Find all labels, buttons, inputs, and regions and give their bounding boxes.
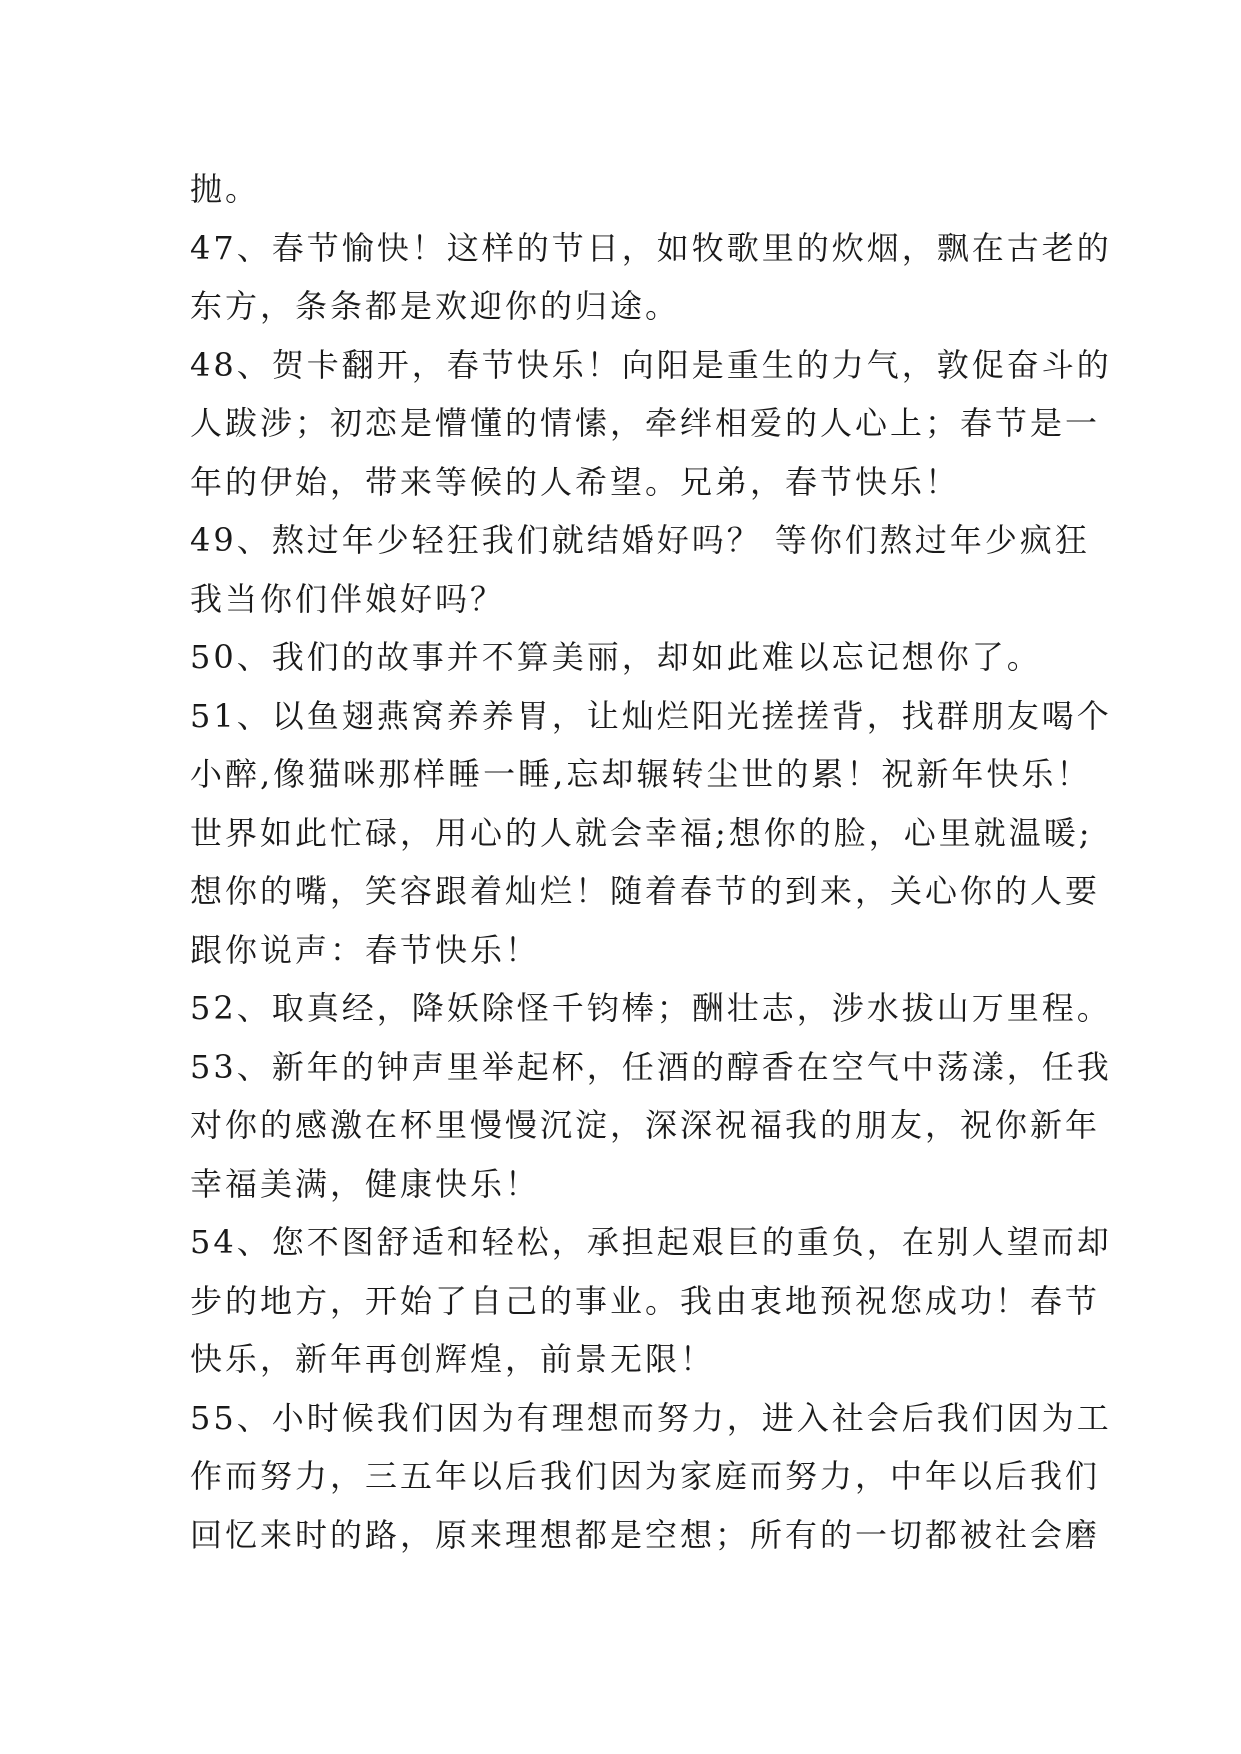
- text-line: 我当你们伴娘好吗？: [190, 579, 506, 618]
- text-line: 49、熬过年少轻狂我们就结婚好吗？ 等你们熬过年少疯狂: [190, 521, 1090, 559]
- text-line: 人跋涉；初恋是懵懂的情愫，牵绊相爱的人心上；春节是一: [190, 404, 1101, 442]
- text-line: 作而努力，三五年以后我们因为家庭而努力，中年以后我们: [190, 1457, 1101, 1495]
- text-line: 47、春节愉快！这样的节日，如牧歌里的炊烟，飘在古老的: [190, 228, 1112, 267]
- text-line: 51、以鱼翅燕窝养养胃，让灿烂阳光搓搓背，找群朋友喝个: [190, 696, 1112, 735]
- text-line: 对你的感激在杯里慢慢沉淀，深深祝福我的朋友，祝你新年: [190, 1106, 1101, 1144]
- text-line: 50、我们的故事并不算美丽，却如此难以忘记想你了。: [190, 638, 1042, 676]
- text-line: 抛。: [190, 170, 261, 208]
- text-line: 想你的嘴，笑容跟着灿烂！随着春节的到来，关心你的人要: [190, 872, 1101, 910]
- text-line: 世界如此忙碌，用心的人就会幸福;想你的脸，心里就温暖;: [190, 813, 1093, 852]
- text-line: 跟你说声：春节快乐！: [190, 930, 541, 969]
- text-line: 55、小时候我们因为有理想而努力，进入社会后我们因为工: [190, 1398, 1112, 1437]
- text-line: 幸福美满，健康快乐！: [190, 1164, 541, 1203]
- document-body: [190, 160, 1112, 1564]
- text-line: 54、您不图舒适和轻松，承担起艰巨的重负，在别人望而却: [190, 1223, 1112, 1261]
- text-line: 步的地方，开始了自己的事业。我由衷地预祝您成功！春节: [190, 1281, 1101, 1320]
- text-line: 52、取真经，降妖除怪千钧棒；酬壮志，涉水拔山万里程。: [190, 989, 1112, 1027]
- text-line: 48、贺卡翻开，春节快乐！向阳是重生的力气，敦促奋斗的: [190, 345, 1112, 384]
- text-line: 53、新年的钟声里举起杯，任酒的醇香在空气中荡漾，任我: [190, 1047, 1112, 1086]
- text-line: 小醉,像猫咪那样睡一睡,忘却辗转尘世的累！祝新年快乐！: [190, 755, 1092, 793]
- text-line: 东方，条条都是欢迎你的归途。: [190, 287, 681, 325]
- text-line: 回忆来时的路，原来理想都是空想；所有的一切都被社会磨: [190, 1515, 1101, 1554]
- text-line: 快乐，新年再创辉煌，前景无限！: [190, 1340, 716, 1378]
- text-line: 年的伊始，带来等候的人希望。兄弟，春节快乐！: [190, 462, 961, 501]
